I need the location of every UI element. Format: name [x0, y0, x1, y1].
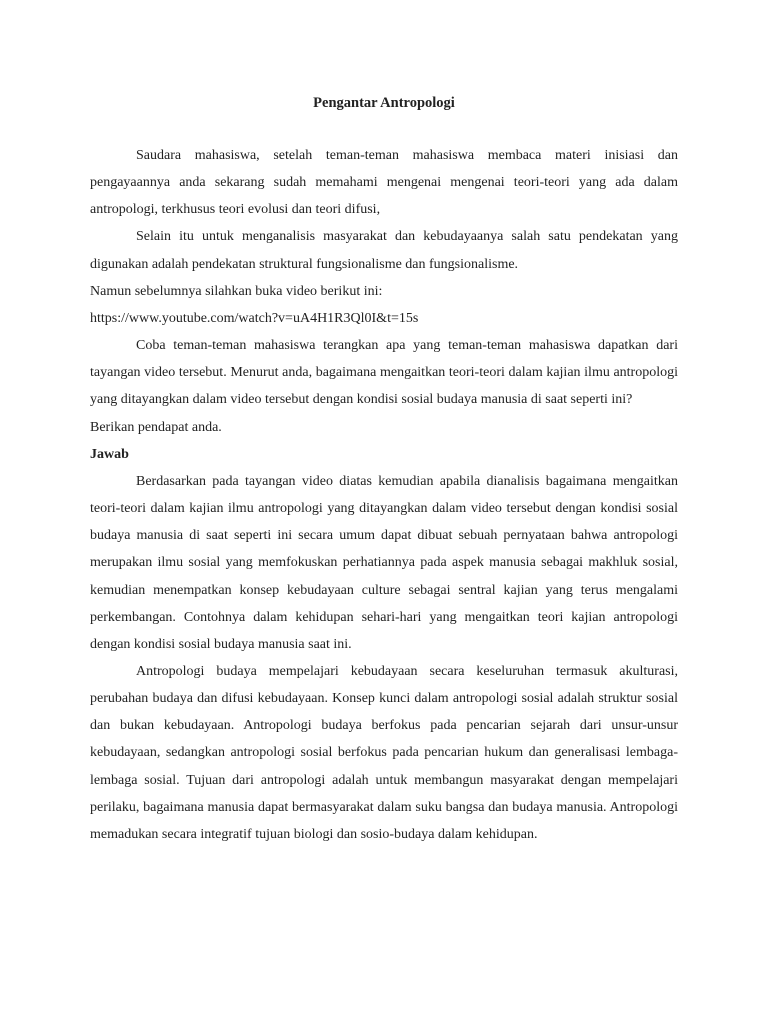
paragraph-video-instruction: Namun sebelumnya silahkan buka video berikut ini:	[90, 283, 383, 299]
document-body	[90, 142, 678, 848]
paragraph-answer-1: Berdasarkan pada tayangan video diatas kemudian apabila dianalisis bagaimana mengaitkan teori-teori dalam kajian ilmu antropologi yang ditayangkan dalam video tersebut dengan kondisi sosial budaya manusia di saat seperti ini secara umum dapat dibuat sebuah pernyataan bahwa antropologi merupakan ilmu sosial yang memfokuskan perhatiannya pada aspek manusia sebagai makhluk sosial, kemudian menempatkan konsep kebudayaan culture sebagai sentral kajian yang terus mengalami perkembangan. Contohnya dalam kehidupan sehari-hari yang mengaitkan teori kajian antropologi dengan kondisi sosial budaya manusia saat ini.	[90, 473, 678, 652]
answer-heading: Jawab	[90, 446, 129, 462]
paragraph-prompt: Berikan pendapat anda.	[90, 419, 222, 435]
document-title: Pengantar Antropologi	[313, 95, 455, 111]
video-link[interactable]: https://www.youtube.com/watch?v=uA4H1R3Ql0I&t=15s	[90, 310, 419, 326]
paragraph-intro: Saudara mahasiswa, setelah teman-teman mahasiswa membaca materi inisiasi dan pengayaannya anda sekarang sudah memahami mengenai mengenai teori-teori yang ada dalam antropologi, terkhusus teori evolusi dan teori difusi,	[90, 148, 678, 218]
paragraph-answer-2: Antropologi budaya mempelajari kebudayaan secara keseluruhan termasuk akulturasi, perubahan budaya dan difusi kebudayaan. Konsep kunci dalam antropologi sosial adalah struktur sosial dan bukan kebudayaan. Antropologi budaya berfokus pada pencarian sejarah dari unsur-unsur kebudayaan, sedangkan antropologi sosial berfokus pada pencarian hukum dan generalisasi lembaga-lembaga sosial. Tujuan dari antropologi adalah untuk membangun masyarakat dengan mempelajari perilaku, bagaimana manusia dapat bermasyarakat dalam suku bangsa dan budaya manusia. Antropologi memadukan secara integratif tujuan biologi dan sosio-budaya dalam kehidupan.	[90, 663, 678, 842]
paragraph-question: Coba teman-teman mahasiswa terangkan apa yang teman-teman mahasiswa dapatkan dari tayangan video tersebut. Menurut anda, bagaimana mengaitkan teori-teori dalam kajian ilmu antropologi yang ditayangkan dalam video tersebut dengan kondisi sosial budaya manusia di saat seperti ini?	[90, 338, 678, 408]
paragraph-approach: Selain itu untuk menganalisis masyarakat dan kebudayaanya salah satu pendekatan yang digunakan adalah pendekatan struktural fungsionalisme dan fungsionalisme.	[90, 229, 678, 272]
